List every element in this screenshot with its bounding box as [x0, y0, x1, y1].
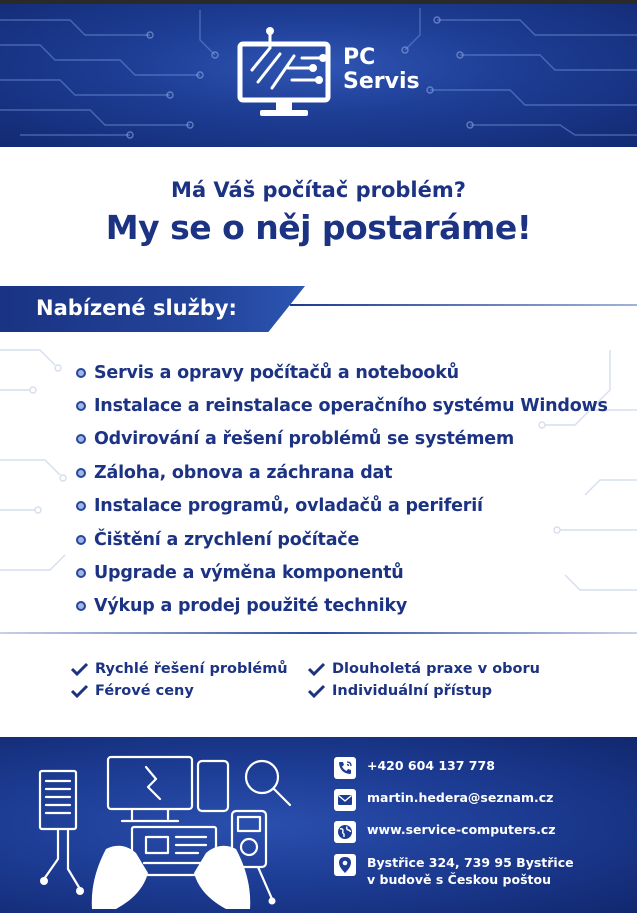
checkmark-icon	[307, 662, 326, 676]
circle-bullet-icon	[76, 434, 86, 444]
list-item	[76, 423, 608, 456]
contact-web-text[interactable]: www.service-computers.cz	[367, 822, 556, 837]
checkmark-icon	[307, 684, 326, 698]
benefit-label: Dlouholetá praxe v oboru	[332, 661, 540, 677]
contact-phone	[334, 757, 495, 779]
list-item	[76, 389, 608, 422]
circle-bullet-icon	[76, 601, 86, 611]
benefit-item	[307, 683, 492, 699]
service-label: Upgrade a výměna komponentů	[94, 563, 404, 584]
contact-email-text[interactable]: martin.hedera@seznam.cz	[367, 790, 554, 805]
service-label: Čištění a zrychlení počítače	[94, 529, 360, 550]
map-pin-icon	[334, 854, 356, 876]
checkmark-icon	[70, 684, 89, 698]
circle-bullet-icon	[76, 368, 86, 378]
services-banner-line	[290, 304, 637, 306]
brand-line-2: Servis	[343, 69, 420, 94]
address-line-2: v budově s Českou poštou	[367, 872, 551, 887]
contact-address-text	[367, 854, 574, 888]
benefit-item	[70, 661, 288, 677]
benefit-item	[307, 661, 540, 677]
list-item	[76, 556, 608, 589]
circle-bullet-icon	[76, 501, 86, 511]
circle-bullet-icon	[76, 468, 86, 478]
list-item	[76, 356, 608, 389]
service-label: Záloha, obnova a záchrana dat	[94, 462, 393, 483]
services-title: Nabízené služby:	[36, 296, 237, 320]
phone-icon	[334, 757, 356, 779]
circle-bullet-icon	[76, 568, 86, 578]
benefit-label: Individuální přístup	[332, 683, 493, 699]
header-banner	[0, 0, 637, 147]
technician-illustration	[36, 749, 296, 913]
envelope-icon	[334, 789, 356, 811]
service-label: Instalace a reinstalace operačního systému Windows	[94, 396, 608, 417]
checkmark-icon	[70, 662, 89, 676]
footer-banner	[0, 737, 637, 913]
list-item	[76, 590, 608, 623]
services-list	[76, 356, 608, 623]
tagline-promise: My se o něj postaráme!	[105, 208, 532, 247]
contact-email	[334, 789, 553, 811]
circle-bullet-icon	[76, 535, 86, 545]
brand-line-1: PC	[343, 45, 376, 70]
service-label: Výkup a prodej použité techniky	[94, 596, 408, 617]
monitor-logo-icon	[236, 26, 336, 122]
service-label: Servis a opravy počítačů a notebooků	[94, 362, 459, 383]
brand-name	[343, 46, 420, 94]
contact-phone-text[interactable]: +420 604 137 778	[367, 758, 495, 773]
section-divider	[0, 632, 637, 634]
list-item	[76, 490, 608, 523]
globe-icon	[334, 821, 356, 843]
tagline-question: Má Váš počítač problém?	[171, 178, 466, 202]
service-label: Odvirování a řešení problémů se systémem	[94, 429, 515, 450]
benefit-item	[70, 683, 194, 699]
service-label: Instalace programů, ovladačů a periferií	[94, 496, 483, 517]
address-line-1: Bystřice 324, 739 95 Bystřice	[367, 855, 574, 870]
contact-address	[334, 854, 574, 888]
circle-bullet-icon	[76, 401, 86, 411]
benefit-label: Férové ceny	[95, 683, 194, 699]
contact-web	[334, 821, 556, 843]
list-item	[76, 523, 608, 556]
list-item	[76, 456, 608, 489]
benefit-label: Rychlé řešení problémů	[95, 661, 288, 677]
